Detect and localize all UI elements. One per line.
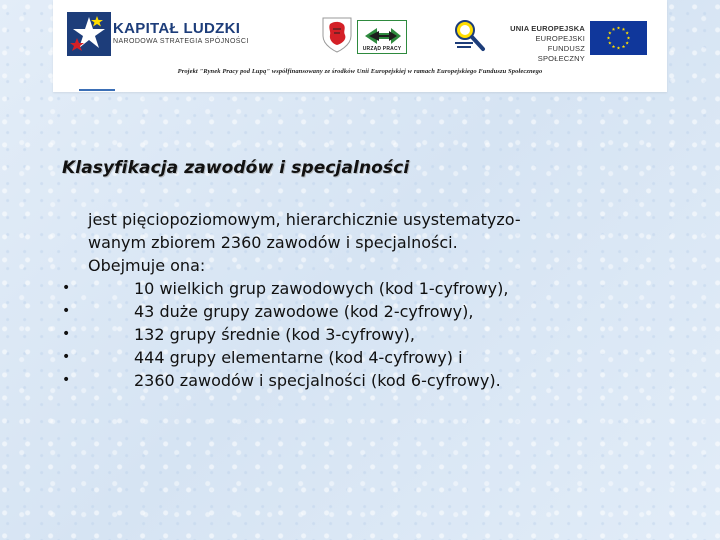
eu-subtitle-line-2: FUNDUSZ SPOŁECZNY — [537, 44, 585, 63]
page-heading: Klasyfikacja zawodów i specjalności — [62, 158, 410, 178]
list-item-text: 2360 zawodów i specjalności (kod 6-cyfrowy). — [134, 371, 501, 390]
eu-text — [505, 24, 585, 64]
bullet-dot: • — [62, 326, 71, 342]
urzad-pracy-arrow-logo — [363, 24, 403, 44]
body-text — [62, 208, 662, 392]
list-item — [62, 300, 662, 323]
list-item — [62, 369, 662, 392]
intro-line: jest pięciopoziomowym, hierarchicznie usystematyzo- — [88, 210, 521, 229]
bullet-list — [62, 277, 662, 392]
intro-paragraph — [62, 208, 662, 277]
list-item-text: 132 grupy średnie (kod 3-cyfrowy), — [134, 325, 416, 344]
bullet-dot: • — [62, 280, 71, 296]
kapital-ludzki-subtitle: NARODOWA STRATEGIA SPÓJNOŚCI — [113, 38, 249, 45]
rynek-pracy-magnifier-logo — [451, 18, 487, 54]
intro-line: Obejmuje ona: — [88, 256, 206, 275]
bullet-dot: • — [62, 372, 71, 388]
kapital-ludzki-text — [113, 21, 249, 47]
list-item — [62, 346, 662, 369]
eu-title: UNIA EUROPEJSKA — [510, 24, 585, 33]
list-item-text: 444 grupy elementarne (kod 4-cyfrowy) i — [134, 348, 463, 367]
list-item-text: 43 duże grupy zawodowe (kod 2-cyfrowy), — [134, 302, 474, 321]
list-item — [62, 277, 662, 300]
project-funding-line: Projekt "Rynek Pracy pod Lupą" współfinansowany ze środków Unii Europejskiej w ramach Europejskiego Funduszu Społecznego — [177, 68, 543, 75]
bullet-dot: • — [62, 349, 71, 365]
header-banner — [53, 0, 667, 92]
kapital-ludzki-title: KAPITAŁ LUDZKI — [113, 20, 241, 37]
bullet-dot: • — [62, 303, 71, 319]
urzad-pracy-logo — [357, 20, 407, 54]
intro-line: wanym zbiorem 2360 zawodów i specjalności. — [88, 233, 458, 252]
list-item — [62, 323, 662, 346]
eu-subtitle-line-1: EUROPEJSKI — [535, 34, 585, 43]
banner-accent-line — [79, 89, 115, 91]
kapital-ludzki-star-logo — [63, 8, 115, 60]
urzad-pracy-label: URZĄD PRACY — [362, 46, 402, 52]
coat-of-arms-crest — [321, 16, 353, 54]
list-item-text: 10 wielkich grup zawodowych (kod 1-cyfrowy), — [134, 279, 509, 298]
eu-flag — [590, 21, 647, 55]
